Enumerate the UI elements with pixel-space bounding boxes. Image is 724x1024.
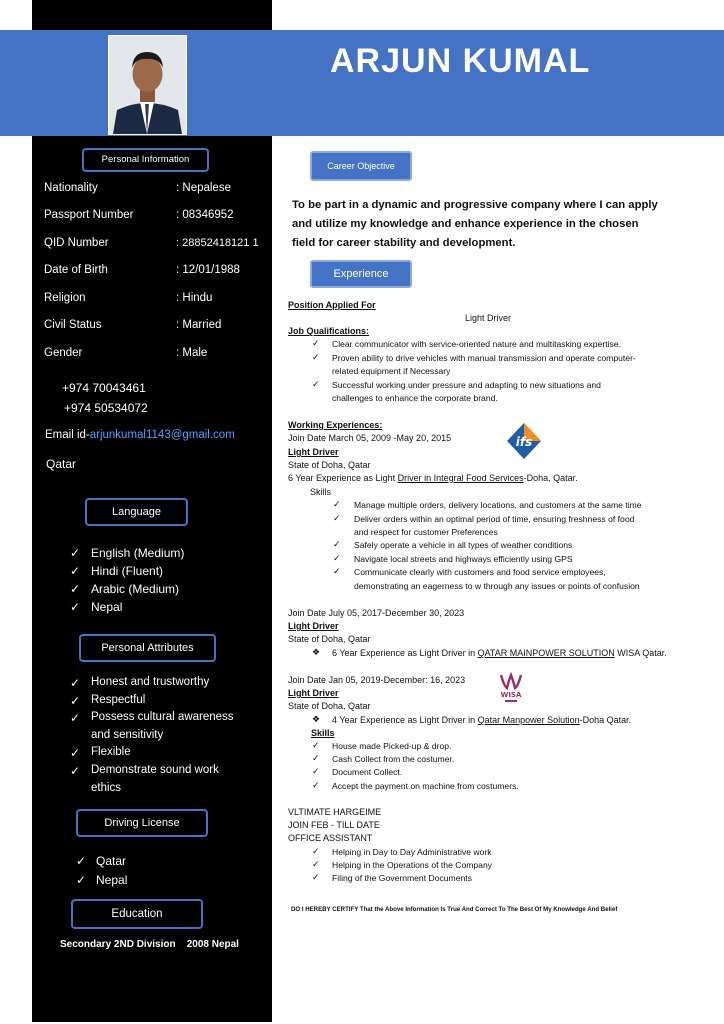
job-qualifications-label: Job Qualifications: — [288, 326, 370, 336]
check-icon: ✓ — [333, 539, 341, 549]
qid-label: QID Number — [44, 237, 109, 249]
skill-item: Communicate clearly with customers and food service employees, — [354, 567, 606, 577]
check-icon: ✓ — [312, 379, 320, 389]
license-item: Qatar — [96, 854, 127, 868]
gender-label: Gender — [44, 347, 83, 359]
language-item: Arabic (Medium) — [91, 582, 180, 596]
skill-item: demonstrating an eagerness to w through any issues or points of confusion — [354, 581, 640, 591]
job3-skills-label: Skills — [311, 728, 335, 738]
job2-date: Join Date July 05, 2017-December 30, 2023 — [288, 608, 465, 618]
language-item: English (Medium) — [91, 546, 185, 560]
job1-title: Light Driver — [288, 447, 339, 457]
job4-company: VLTIMATE HARGEIME — [288, 807, 382, 817]
check-icon: ✓ — [70, 546, 81, 560]
profile-photo — [108, 35, 187, 135]
diamond-bullet-icon: ❖ — [312, 714, 321, 724]
ifs-logo — [506, 422, 542, 460]
education-heading: Education — [71, 899, 203, 929]
language-item: Hindi (Fluent) — [91, 564, 164, 578]
religion-value: : Hindu — [176, 292, 213, 304]
attribute-item: Flexible — [91, 746, 131, 758]
check-icon: ✓ — [70, 564, 81, 578]
attributes-heading: Personal Attributes — [79, 634, 216, 662]
job1-date: Join Date March 05, 2009 -May 20, 2015 — [288, 433, 452, 443]
wisa-logo-text: WISA — [500, 691, 522, 699]
job3-desc-text: 4 Year Experience as Light Driver in — [332, 715, 478, 725]
check-icon: ✓ — [70, 600, 81, 614]
job2-state: State of Doha, Qatar — [288, 634, 371, 644]
dob-value: : 12/01/1988 — [176, 264, 240, 276]
qualification-item: Clear communicator with service-oriented nature and multitasking expertise. — [332, 339, 621, 349]
check-icon: ✓ — [333, 566, 341, 576]
check-icon: ✓ — [76, 873, 87, 887]
attribute-item: Demonstrate sound work — [91, 764, 219, 776]
check-icon: ✓ — [70, 582, 81, 596]
religion-label: Religion — [44, 292, 86, 304]
email-label: Email id- — [45, 429, 90, 441]
qid-value: : 28852418121 1 — [176, 237, 259, 249]
wisa-logo — [498, 672, 524, 706]
location: Qatar — [46, 457, 77, 471]
phone-secondary: +974 50534072 — [64, 401, 148, 415]
job3-title: Light Driver — [288, 688, 339, 698]
skill-item: Accept the payment on machine from costumers. — [332, 781, 519, 791]
job2-desc-text: 6 Year Experience as Light Driver in — [332, 648, 478, 658]
attribute-item: ethics — [91, 782, 122, 794]
civil-status-value: : Married — [176, 319, 222, 331]
job3-state: State of Doha, Qatar — [288, 701, 371, 711]
job2-company: QATAR MAINPOWER SOLUTION — [477, 648, 615, 658]
job2-title: Light Driver — [288, 621, 339, 631]
civil-status-label: Civil Status — [44, 319, 102, 331]
job1-state: State of Doha, Qatar — [288, 460, 371, 470]
qualification-item: Successful working under pressure and adapting to new situations and — [332, 380, 601, 390]
skill-item: Deliver orders within an optimal period of time, ensuring freshness of food — [354, 514, 635, 524]
gender-value: : Male — [176, 347, 208, 359]
check-icon: ✓ — [312, 780, 320, 790]
attribute-item: Honest and trustworthy — [91, 676, 210, 688]
job2-desc-text: WISA Qatar. — [614, 648, 667, 658]
qualification-item: challenges to enhance the corporate brand. — [332, 393, 498, 403]
check-icon: ✓ — [333, 513, 341, 523]
job4-date: JOIN FEB - TILL DATE — [288, 820, 380, 830]
objective-line: and utilize my knowledge and enhance experience in the chosen — [292, 218, 639, 230]
working-experiences-label: Working Experiences: — [288, 420, 383, 430]
job3-date: Join Date Jan 05, 2019-December: 16, 2023 — [288, 675, 466, 685]
job1-description — [288, 472, 578, 485]
check-icon: ✓ — [333, 553, 341, 563]
objective-line: To be part in a dynamic and progressive company where I can apply — [292, 199, 658, 211]
language-item: Nepal — [91, 600, 123, 614]
declaration: DO I HEREBY CERTIFY That the Above Information Is True And Correct To The Best Of My Knowledge And Belief — [291, 906, 618, 913]
check-icon: ✓ — [333, 499, 341, 509]
job3-description — [332, 714, 631, 727]
check-icon: ✓ — [70, 711, 81, 725]
phone-primary: +974 70043461 — [62, 381, 146, 395]
diamond-bullet-icon: ❖ — [312, 647, 321, 657]
qualification-item: related equipment if Necessary — [332, 366, 451, 376]
ifs-logo-text: ifs — [515, 435, 533, 449]
check-icon: ✓ — [312, 352, 320, 362]
license-item: Nepal — [96, 873, 128, 887]
check-icon: ✓ — [312, 859, 320, 869]
skill-item: Navigate local streets and highways efficiently using GPS — [354, 554, 573, 564]
check-icon: ✓ — [70, 764, 81, 778]
job1-desc-text: -Doha, Qatar. — [523, 473, 578, 483]
attribute-item: Respectful — [91, 694, 146, 706]
job1-desc-text: 6 Year Experience as Light — [288, 473, 398, 483]
language-heading: Language — [85, 498, 188, 526]
check-icon: ✓ — [70, 676, 81, 690]
qualification-item: Proven ability to drive vehicles with manual transmission and operate computer- — [332, 353, 636, 363]
dob-label: Date of Birth — [44, 264, 108, 276]
personal-info-heading: Personal Information — [82, 148, 209, 172]
attribute-item: Possess cultural awareness — [91, 711, 234, 723]
nationality-value: : Nepalese — [176, 182, 231, 194]
check-icon: ✓ — [312, 740, 320, 750]
skill-item: Document Collect. — [332, 767, 403, 777]
check-icon: ✓ — [76, 854, 87, 868]
skill-item: Safely operate a vehicle in all types of weather conditions — [354, 540, 573, 550]
education-detail: Secondary 2ND Division 2008 Nepal — [60, 939, 239, 950]
passport-label: Passport Number — [44, 209, 134, 221]
candidate-name: ARJUN KUMAL — [330, 42, 591, 80]
check-icon: ✓ — [312, 338, 320, 348]
position-label: Position Applied For — [288, 300, 376, 310]
check-icon: ✓ — [312, 766, 320, 776]
career-objective-heading: Career Objective — [310, 151, 412, 181]
check-icon: ✓ — [312, 753, 320, 763]
check-icon: ✓ — [312, 846, 320, 856]
job3-company: Qatar Manpower Solution — [477, 715, 580, 725]
passport-value: : 08346952 — [176, 209, 234, 221]
nationality-label: Nationality — [44, 182, 98, 194]
email-line — [45, 429, 235, 441]
license-heading: Driving License — [76, 809, 208, 837]
position-value: Light Driver — [465, 313, 512, 323]
skill-item: Filing of the Government Documents — [332, 873, 472, 883]
skill-item: Manage multiple orders, delivery locations, and customers at the same time — [354, 500, 642, 510]
skill-item: Helping in Day to Day Administrative work — [332, 847, 492, 857]
skill-item: and respect for customer Preferences — [354, 527, 498, 537]
check-icon: ✓ — [312, 872, 320, 882]
job1-skills-label: Skills — [310, 487, 332, 497]
skill-item: House made Picked-up & drop. — [332, 741, 452, 751]
check-icon: ✓ — [70, 694, 81, 708]
experience-heading: Experience — [310, 260, 412, 288]
objective-line: field for career stability and development. — [292, 237, 516, 249]
skill-item: Cash Collect from the costumer. — [332, 754, 455, 764]
attribute-item: and sensitivity — [91, 729, 164, 741]
job2-description — [332, 647, 667, 660]
job4-title: OFFICE ASSISTANT — [288, 833, 373, 843]
job3-desc-text: -Doha Qatar. — [579, 715, 632, 725]
job1-company: Driver in Integral Food Services — [397, 473, 524, 483]
check-icon: ✓ — [70, 746, 81, 760]
email-link[interactable]: arjunkumal1143@gmail.com — [89, 429, 235, 441]
skill-item: Helping in the Operations of the Company — [332, 860, 493, 870]
